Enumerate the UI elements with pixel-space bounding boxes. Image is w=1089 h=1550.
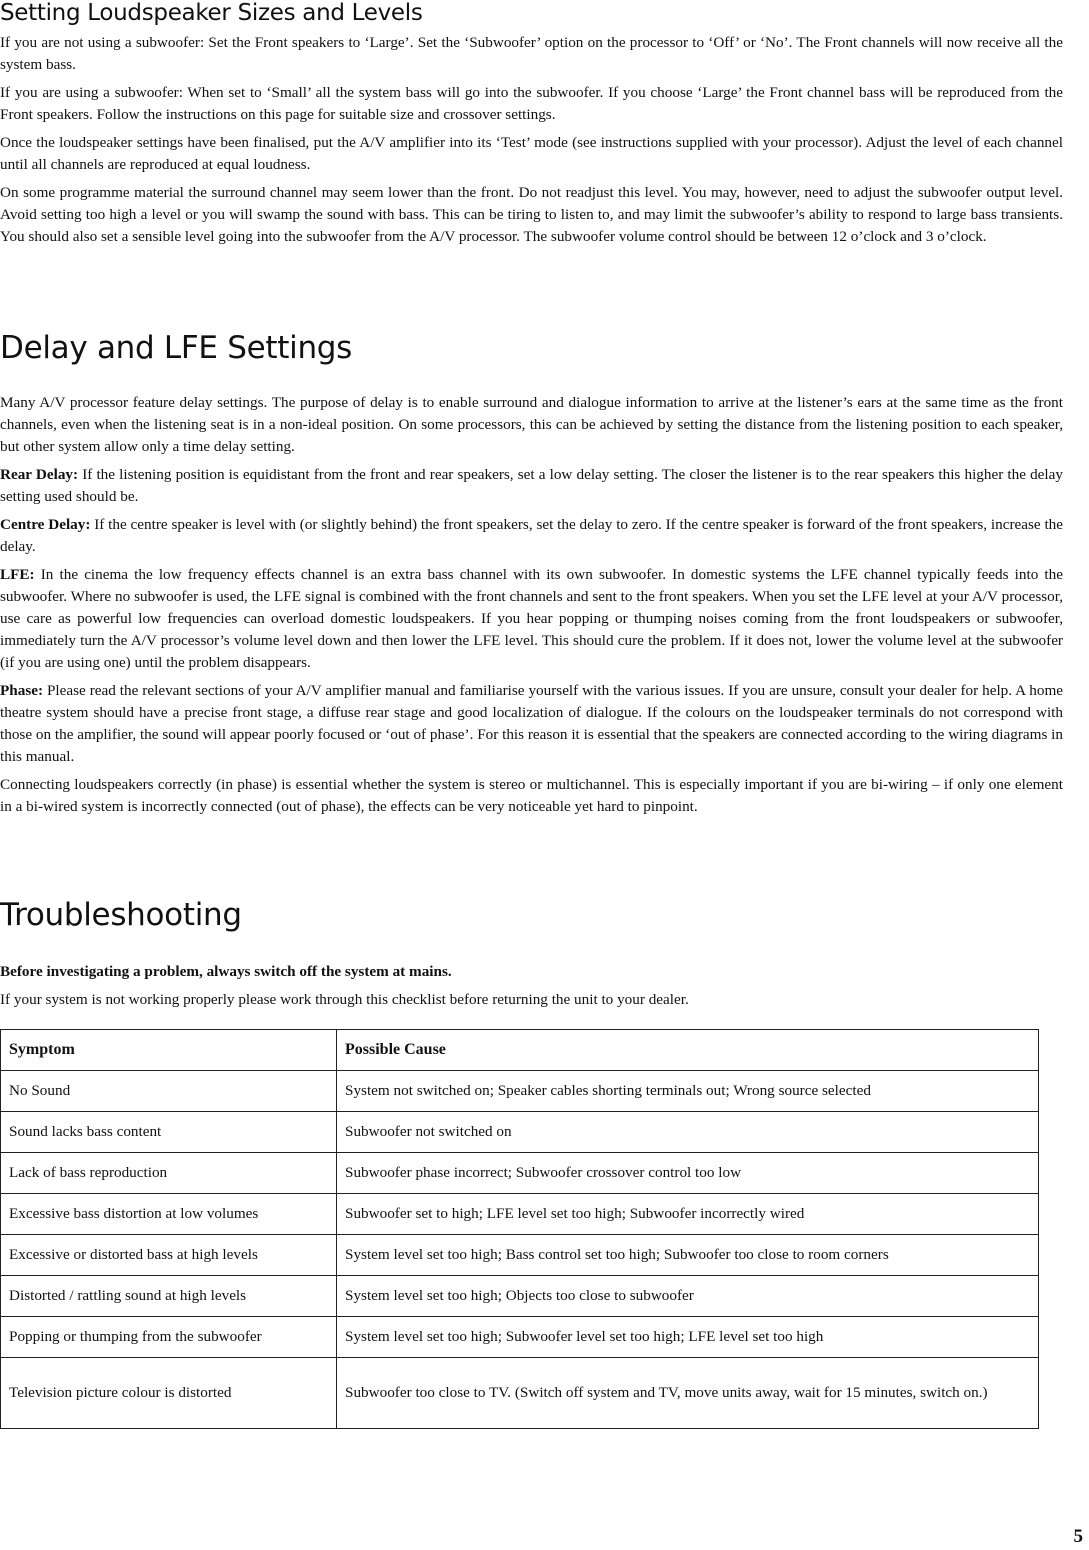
- label: LFE:: [0, 566, 35, 583]
- heading-troubleshooting: Troubleshooting: [0, 897, 242, 933]
- table-row: [1, 1153, 1039, 1194]
- symptom-cell: Television picture colour is distorted: [1, 1358, 337, 1429]
- section-delay-lfe: [0, 328, 1063, 824]
- cause-cell: System level set too high; Objects too close to subwoofer: [337, 1276, 1039, 1317]
- page-number: 5: [1073, 1526, 1083, 1547]
- table-row: [1, 1071, 1039, 1112]
- symptom-cell: Excessive or distorted bass at high levels: [1, 1235, 337, 1276]
- symptom-cell: Lack of bass reproduction: [1, 1153, 337, 1194]
- text: If the listening position is equidistant from the front and rear speakers, set a low delay setting. The closer the listener is to the rear speakers this higher the delay setting used should be.: [0, 466, 1063, 505]
- symptom-cell: Excessive bass distortion at low volumes: [1, 1194, 337, 1235]
- table-row: [1, 1235, 1039, 1276]
- cause-cell: System not switched on; Speaker cables shorting terminals out; Wrong source selected: [337, 1071, 1039, 1112]
- paragraph-phase: [0, 680, 1063, 768]
- paragraph: If you are using a subwoofer: When set to ‘Small’ all the system bass will go into the subwoofer. If you choose ‘Large’ the Front channel bass will be reproduced from the Front speakers. Follow the instructions on this page for suitable size and crossover settings.: [0, 84, 1063, 123]
- label: Centre Delay:: [0, 516, 91, 533]
- warning-text: Before investigating a problem, always switch off the system at mains.: [0, 963, 452, 980]
- table-row: [1, 1194, 1039, 1235]
- paragraph: On some programme material the surround channel may seem lower than the front. Do not readjust this level. You may, however, need to adjust the subwoofer output level. Avoid setting too high a level or you will swamp the sound with bass. This can be tiring to listen to, and may limit the subwoofer’s ability to respond to large bass transients. You should also set a sensible level going into the subwoofer from the A/V processor. The subwoofer volume control should be between 12 o’clock and 3 o’clock.: [0, 184, 1063, 245]
- label: Rear Delay:: [0, 466, 79, 483]
- header-possible-cause: Possible Cause: [337, 1030, 1039, 1071]
- cause-cell: Subwoofer set to high; LFE level set too high; Subwoofer incorrectly wired: [337, 1194, 1039, 1235]
- table-row: [1, 1112, 1039, 1153]
- troubleshooting-table: [0, 1029, 1039, 1429]
- table-row: [1, 1276, 1039, 1317]
- section-loudspeaker-sizes: [0, 0, 1063, 254]
- cause-cell: System level set too high; Bass control set too high; Subwoofer too close to room corners: [337, 1235, 1039, 1276]
- section-troubleshooting: [0, 895, 1063, 1017]
- symptom-cell: Popping or thumping from the subwoofer: [1, 1317, 337, 1358]
- text: Please read the relevant sections of your A/V amplifier manual and familiarise yourself with the various issues. If you are unsure, consult your dealer for help. A home theatre system should have a precise front stage, a diffuse rear stage and good localization of dialogue. If the colours on the loudspeaker terminals do not correspond with those on the amplifier, the sound will appear poorly focused or ‘out of phase’. For this reason it is essential that the speakers are connected according to the wiring diagrams in this manual.: [0, 682, 1063, 765]
- text: In the cinema the low frequency effects channel is an extra bass channel with its own subwoofer. In domestic systems the LFE channel typically feeds into the subwoofer. Where no subwoofer is used, the LFE signal is combined with the front channels and sent to the front speakers. When you set the LFE level at your A/V processor, use care as powerful low frequencies can overload domestic loudspeakers. If you hear popping or thumping noises coming from the front loudspeakers or subwoofer, immediately turn the A/V processor’s volume level down and then lower the LFE level. This should cure the problem. If it does not, lower the volume level at the subwoofer (if you are using one) until the problem disappears.: [0, 566, 1063, 671]
- table-header-row: [1, 1030, 1039, 1071]
- paragraph: Many A/V processor feature delay settings. The purpose of delay is to enable surround and dialogue information to arrive at the listener’s ears at the same time as the front channels, even when the listening seat is in a non-ideal position. On some processors, this can be achieved by setting the distance from the listening position to each speaker, but other system allow only a time delay setting.: [0, 394, 1063, 455]
- header-symptom: Symptom: [1, 1030, 337, 1071]
- warning: [0, 961, 1063, 983]
- table-row: [1, 1317, 1039, 1358]
- cause-cell: System level set too high; Subwoofer level set too high; LFE level set too high: [337, 1317, 1039, 1358]
- paragraph-rear-delay: [0, 464, 1063, 508]
- paragraph-centre-delay: [0, 514, 1063, 558]
- cause-cell: Subwoofer phase incorrect; Subwoofer crossover control too low: [337, 1153, 1039, 1194]
- heading-loudspeaker-sizes: Setting Loudspeaker Sizes and Levels: [0, 0, 423, 26]
- cause-cell: Subwoofer not switched on: [337, 1112, 1039, 1153]
- label: Phase:: [0, 682, 44, 699]
- symptom-cell: No Sound: [1, 1071, 337, 1112]
- paragraph: If you are not using a subwoofer: Set the Front speakers to ‘Large’. Set the ‘Subwoofer’ option on the processor to ‘Off’ or ‘No’. The Front channels will now receive all the system bass.: [0, 34, 1063, 73]
- symptom-cell: Sound lacks bass content: [1, 1112, 337, 1153]
- paragraph: Connecting loudspeakers correctly (in phase) is essential whether the system is stereo or multichannel. This is especially important if you are bi-wiring – if only one element in a bi-wired system is incorrectly connected (out of phase), the effects can be very noticeable yet hard to pinpoint.: [0, 776, 1063, 815]
- paragraph: If your system is not working properly please work through this checklist before returning the unit to your dealer.: [0, 991, 689, 1008]
- table-row: [1, 1358, 1039, 1429]
- cause-cell: Subwoofer too close to TV. (Switch off system and TV, move units away, wait for 15 minutes, switch on.): [337, 1358, 1039, 1429]
- symptom-cell: Distorted / rattling sound at high levels: [1, 1276, 337, 1317]
- heading-delay-lfe: Delay and LFE Settings: [0, 330, 353, 366]
- text: If the centre speaker is level with (or slightly behind) the front speakers, set the delay to zero. If the centre speaker is forward of the front speakers, increase the delay.: [0, 516, 1064, 555]
- paragraph: Once the loudspeaker settings have been finalised, put the A/V amplifier into its ‘Test’ mode (see instructions supplied with your processor). Adjust the level of each channel until all channels are reproduced at equal loudness.: [0, 134, 1063, 173]
- paragraph-lfe: [0, 564, 1063, 674]
